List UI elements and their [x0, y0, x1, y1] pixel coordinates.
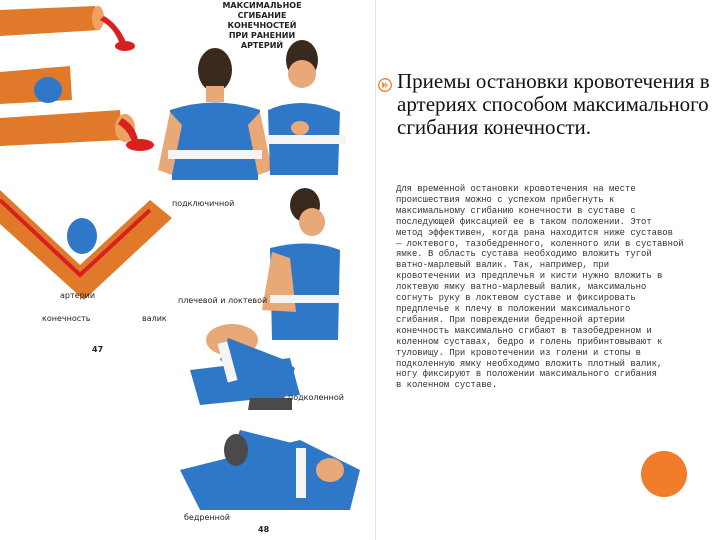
slide-body-text: Для временной остановки кровотечения на месте происшествия можно с успехом прибегнуть к максимальному сгибанию конечности в суставе с последующей фиксацией ее в таком положении. Этот метод эффективен, когда рана находится ниже суставов — локтевого, тазобедренного, коленного или в суставной ямке. В область сустава необходимо вложить тугой ватно-марлевый валик. Так, например, при кровотечении из предплечья и кисти нужно вложить в локтевую ямку ватно-марлевый валик, максимально согнуть руку в локтевом суставе и фиксировать предплечье к плечу в положении максимального сгибания. При повреждении бедренной артерии конечность максимально сгибают в тазобедренном и коленном суставах, бедро и голень прибинтовывают к туловищу. При кровотечении из голени и стопы в подколенную ямку необходимо вложить плотный валик, ногу фиксируют в положении максимального сгибания в коленном суставе.	[396, 184, 684, 391]
page-number-48: 48	[258, 525, 270, 534]
man-back-view	[158, 48, 272, 208]
man-arm-flexion	[178, 188, 340, 340]
heading-line-2: СГИБАНИЕ	[237, 11, 287, 20]
page-number-47: 47	[92, 345, 104, 354]
heading-line-5: АРТЕРИЙ	[240, 41, 284, 50]
hip-flexion-figure	[180, 430, 360, 534]
label-subclavian: подключичной	[172, 199, 235, 208]
label-popliteal: подколенной	[288, 393, 344, 402]
heading-line-3: КОНЕЧНОСТЕЙ	[227, 21, 297, 30]
label-femoral: бедренной	[184, 513, 230, 522]
orange-diamond-bullet-icon	[378, 78, 392, 92]
column-divider	[375, 0, 376, 540]
label-roller: валик	[142, 314, 167, 323]
heading-line-1: МАКСИМАЛЬНОЕ	[222, 1, 302, 10]
label-artery: артерии	[60, 291, 96, 300]
figure-heading	[222, 1, 301, 50]
vessel-diagram-top	[0, 6, 154, 151]
man-front-view	[266, 40, 346, 175]
heading-line-4: ПРИ РАНЕНИИ	[228, 31, 296, 40]
label-limb: конечность	[42, 314, 91, 323]
orange-decorative-circle	[641, 451, 687, 497]
label-brachial-ulnar: плечевой и локтевой	[178, 296, 268, 305]
bent-limb-diagram	[0, 190, 172, 354]
slide-title: Приемы остановки кровотечения в артериях способом максимального сгибания конечности.	[397, 69, 710, 139]
